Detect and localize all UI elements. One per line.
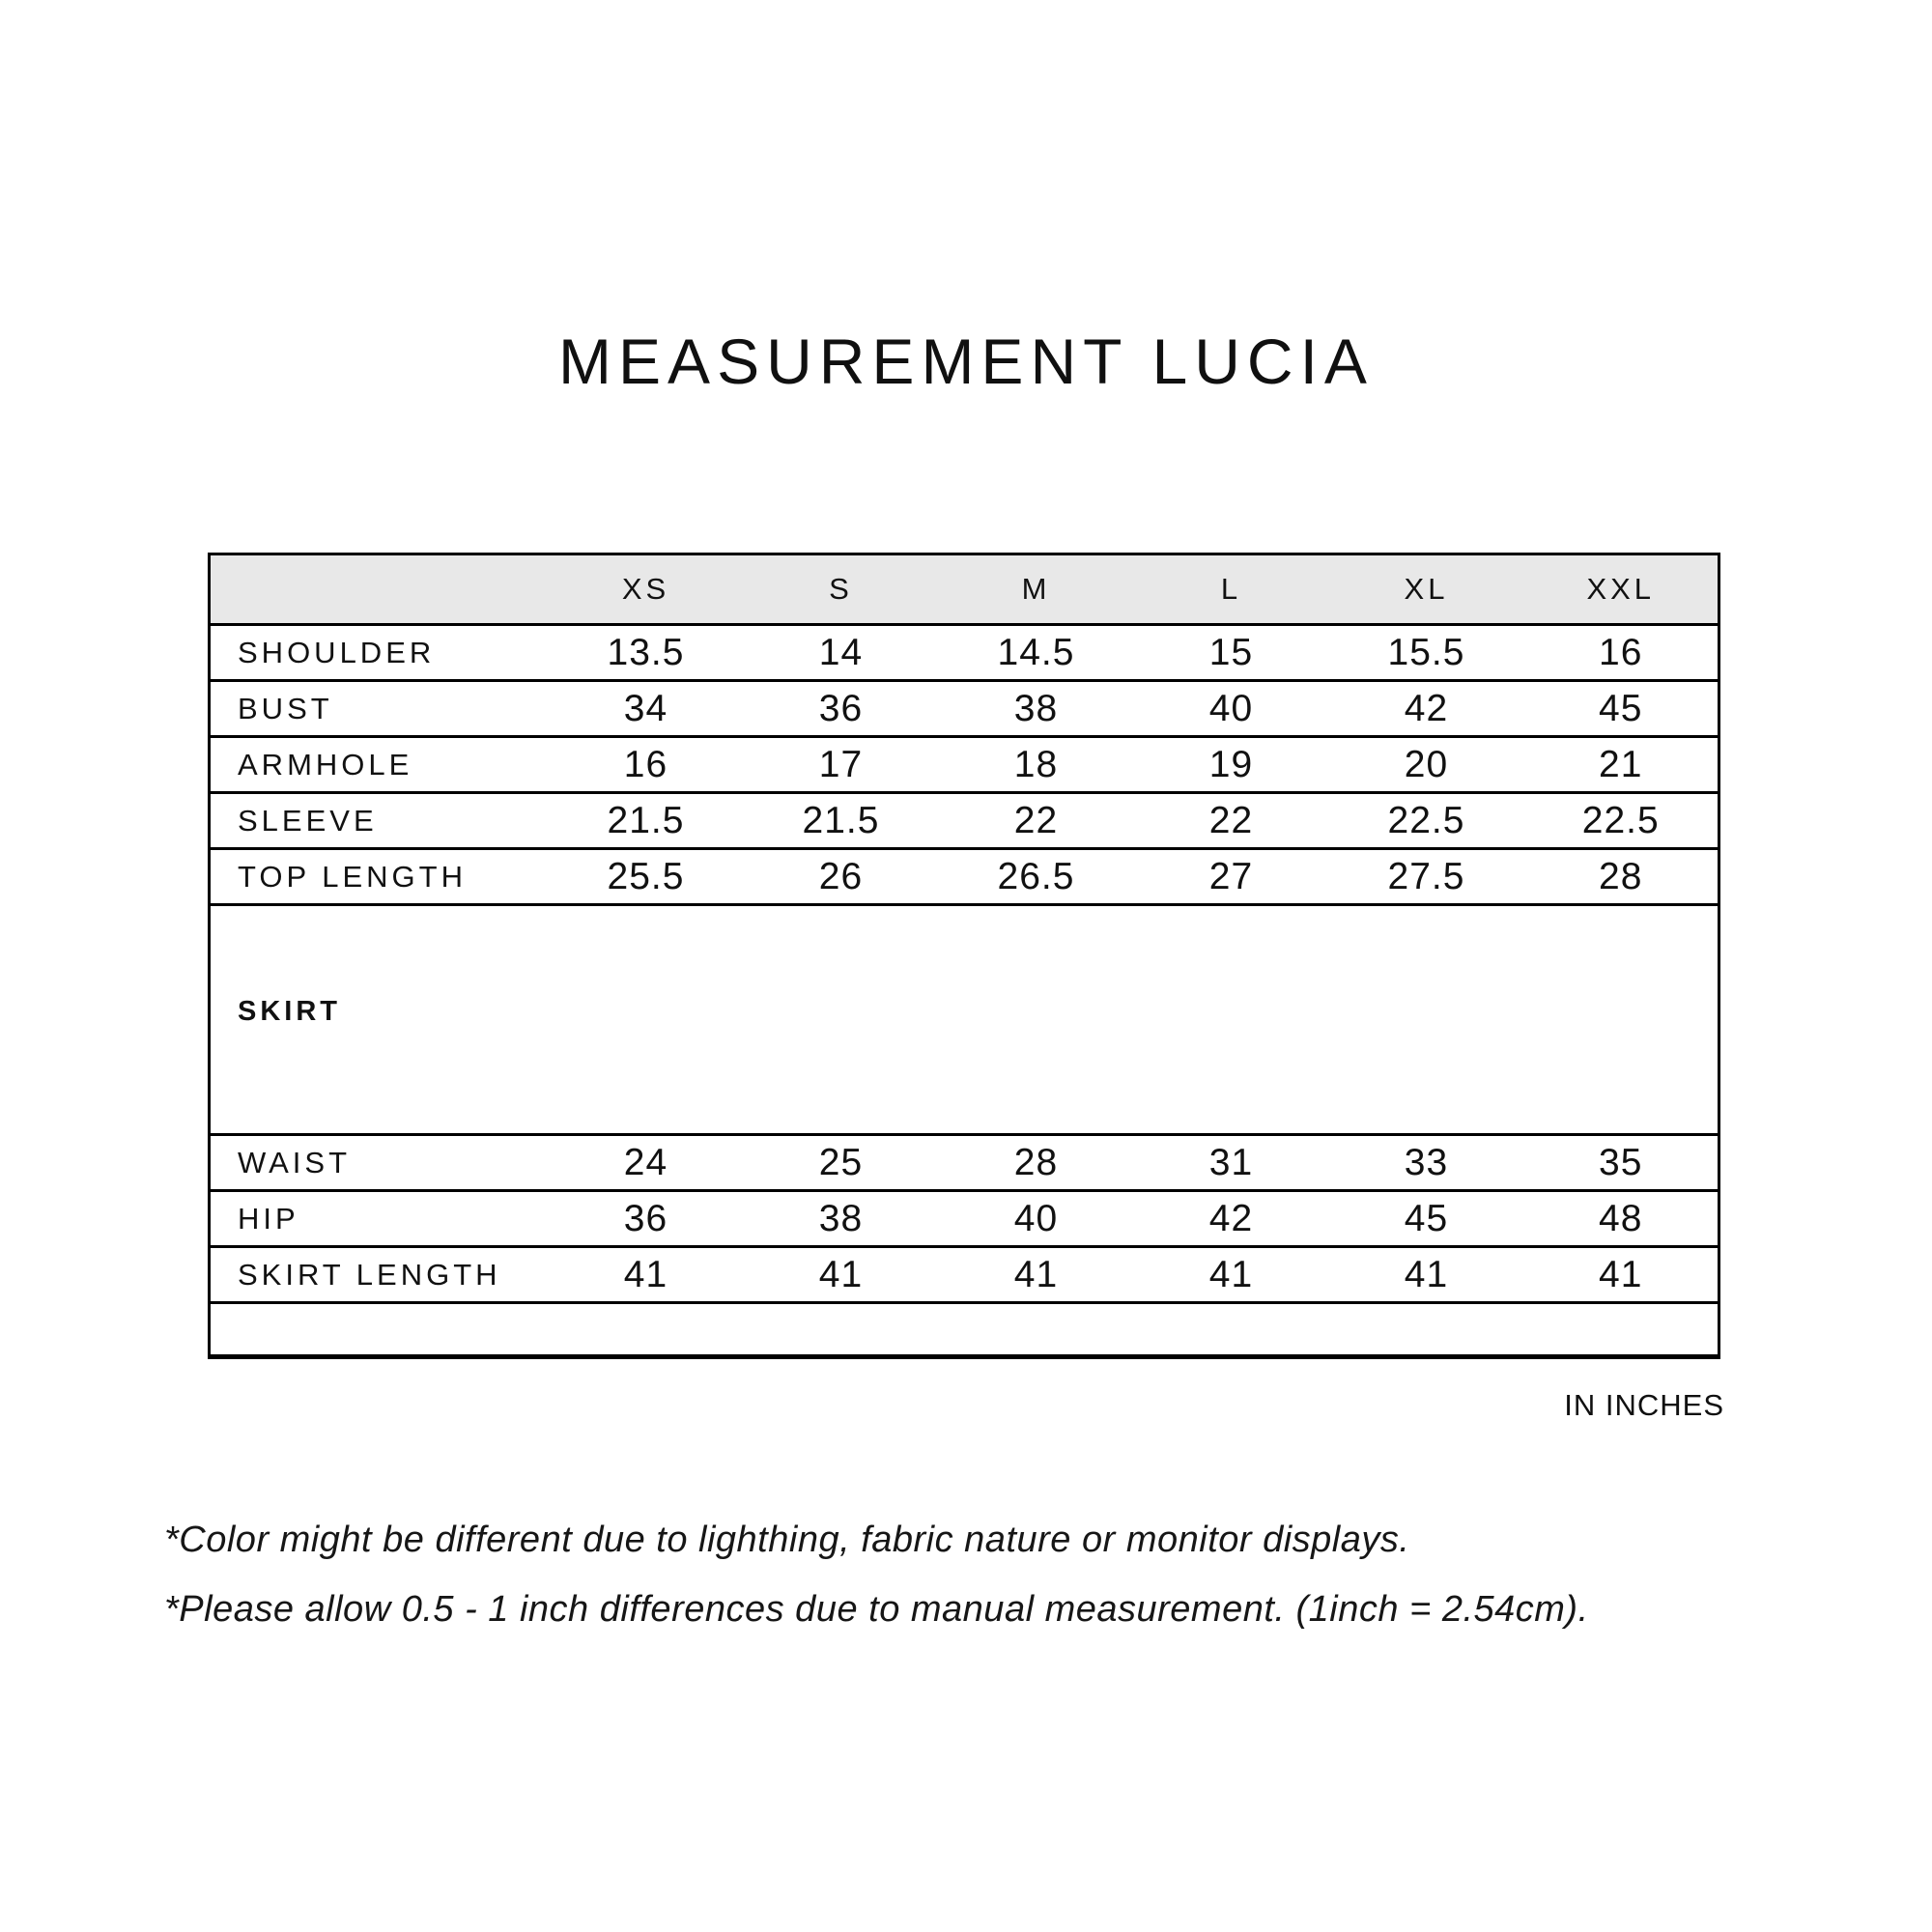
table-row-shoulder (210, 625, 1719, 681)
armhole-m: 18 (939, 737, 1134, 793)
waist-xxl: 35 (1524, 1135, 1719, 1191)
skirt-section-label: SKIRT (238, 996, 341, 1027)
table-row-armhole (210, 737, 1719, 793)
skirt-section-divider-row (210, 905, 1719, 1135)
sleeve-xl: 22.5 (1329, 793, 1524, 849)
skirt-length-s: 41 (744, 1247, 939, 1303)
bust-xs: 34 (549, 681, 744, 737)
table-bottom-empty-row (210, 1303, 1719, 1357)
top-length-m: 26.5 (939, 849, 1134, 905)
top-length-s: 26 (744, 849, 939, 905)
table-row-skirt-length (210, 1247, 1719, 1303)
top-length-xxl: 28 (1524, 849, 1719, 905)
shoulder-l: 15 (1134, 625, 1329, 681)
size-header-s: S (744, 554, 939, 625)
hip-xs: 36 (549, 1191, 744, 1247)
page-title: MEASUREMENT LUCIA (558, 326, 1374, 397)
bust-m: 38 (939, 681, 1134, 737)
hip-l: 42 (1134, 1191, 1329, 1247)
skirt-length-l: 41 (1134, 1247, 1329, 1303)
skirt-length-xxl: 41 (1524, 1247, 1719, 1303)
top-length-l: 27 (1134, 849, 1329, 905)
table-row-hip (210, 1191, 1719, 1247)
sleeve-s: 21.5 (744, 793, 939, 849)
size-header-l: L (1134, 554, 1329, 625)
size-header-m: M (939, 554, 1134, 625)
waist-xl: 33 (1329, 1135, 1524, 1191)
hip-m: 40 (939, 1191, 1134, 1247)
row-label-bust: BUST (210, 681, 549, 737)
footnotes (164, 1519, 1826, 1632)
size-header-xxl: XXL (1524, 554, 1719, 625)
row-label-hip: HIP (210, 1191, 549, 1247)
top-length-xs: 25.5 (549, 849, 744, 905)
sleeve-xs: 21.5 (549, 793, 744, 849)
size-header-xs: XS (549, 554, 744, 625)
armhole-xs: 16 (549, 737, 744, 793)
bust-l: 40 (1134, 681, 1329, 737)
shoulder-m: 14.5 (939, 625, 1134, 681)
row-label-top-length: TOP LENGTH (210, 849, 549, 905)
bust-xl: 42 (1329, 681, 1524, 737)
table-row-sleeve (210, 793, 1719, 849)
hip-xl: 45 (1329, 1191, 1524, 1247)
size-header-xl: XL (1329, 554, 1524, 625)
table-row-bust (210, 681, 1719, 737)
table-row-waist (210, 1135, 1719, 1191)
waist-xs: 24 (549, 1135, 744, 1191)
armhole-s: 17 (744, 737, 939, 793)
bottom-empty-cell (210, 1303, 1719, 1357)
armhole-l: 19 (1134, 737, 1329, 793)
footnote-measurement-disclaimer: *Please allow 0.5 - 1 inch differences due to manual measurement. (1inch = 2.54cm). (164, 1588, 1589, 1630)
units-note: IN INCHES (1564, 1388, 1724, 1422)
shoulder-xs: 13.5 (549, 625, 744, 681)
shoulder-s: 14 (744, 625, 939, 681)
waist-l: 31 (1134, 1135, 1329, 1191)
corner-cell (210, 554, 549, 625)
hip-s: 38 (744, 1191, 939, 1247)
waist-s: 25 (744, 1135, 939, 1191)
size-table-container (208, 553, 1720, 1359)
skirt-length-xs: 41 (549, 1247, 744, 1303)
armhole-xxl: 21 (1524, 737, 1719, 793)
skirt-length-xl: 41 (1329, 1247, 1524, 1303)
row-label-armhole: ARMHOLE (210, 737, 549, 793)
hip-xxl: 48 (1524, 1191, 1719, 1247)
waist-m: 28 (939, 1135, 1134, 1191)
sleeve-xxl: 22.5 (1524, 793, 1719, 849)
row-label-waist: WAIST (210, 1135, 549, 1191)
shoulder-xl: 15.5 (1329, 625, 1524, 681)
sleeve-l: 22 (1134, 793, 1329, 849)
top-length-xl: 27.5 (1329, 849, 1524, 905)
table-row-top-length (210, 849, 1719, 905)
size-table (208, 553, 1720, 1359)
row-label-sleeve: SLEEVE (210, 793, 549, 849)
size-header-row (210, 554, 1719, 625)
sleeve-m: 22 (939, 793, 1134, 849)
bust-s: 36 (744, 681, 939, 737)
row-label-shoulder: SHOULDER (210, 625, 549, 681)
row-label-skirt-length: SKIRT LENGTH (210, 1247, 549, 1303)
skirt-length-m: 41 (939, 1247, 1134, 1303)
skirt-section-cell (210, 905, 1719, 1135)
armhole-xl: 20 (1329, 737, 1524, 793)
bust-xxl: 45 (1524, 681, 1719, 737)
footnote-color-disclaimer: *Color might be different due to lighthing, fabric nature or monitor displays. (164, 1520, 1410, 1560)
shoulder-xxl: 16 (1524, 625, 1719, 681)
